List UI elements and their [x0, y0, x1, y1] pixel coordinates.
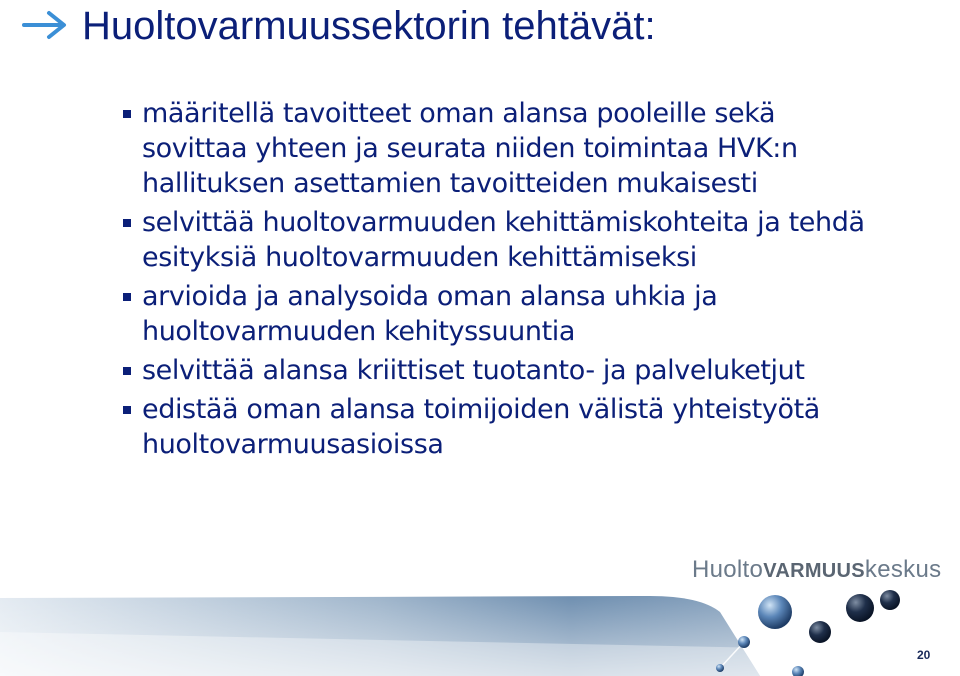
- bullet-line: selvittää huoltovarmuuden kehittämiskohteita ja tehdä: [142, 207, 865, 238]
- square-bullet-icon: [123, 406, 131, 414]
- bullet-line: edistää oman alansa toimijoiden välistä yhteistyötä: [142, 394, 820, 425]
- bullet-line: huoltovarmuuden kehityssuuntia: [142, 316, 576, 347]
- square-bullet-icon: [123, 367, 131, 375]
- bullet-item: [118, 205, 938, 275]
- bullet-line: hallituksen asettamien tavoitteiden mukaisesti: [142, 168, 758, 199]
- bullet-item: [118, 96, 938, 201]
- bullet-list: [118, 96, 938, 466]
- page-number: 20: [917, 648, 931, 662]
- bullet-line: esityksiä huoltovarmuuden kehittämiseksi: [142, 242, 697, 273]
- bullet-item: [118, 392, 938, 462]
- square-bullet-icon: [123, 293, 131, 301]
- molecule-logo-icon: [680, 582, 940, 676]
- bullet-line: huoltovarmuusasioissa: [142, 429, 444, 460]
- right-arrow-icon: [22, 10, 70, 40]
- slide-title: Huoltovarmuussektorin tehtävät:: [82, 4, 656, 48]
- bullet-line: selvittää alansa kriittiset tuotanto- ja palveluketjut: [142, 355, 805, 386]
- logo-part-keskus: keskus: [864, 556, 942, 583]
- bullet-item: [118, 279, 938, 349]
- square-bullet-icon: [123, 219, 131, 227]
- bullet-line: määritellä tavoitteet oman alansa pooleille sekä: [142, 98, 776, 129]
- square-bullet-icon: [123, 110, 131, 118]
- bullet-item: [118, 353, 938, 388]
- bullet-line: sovittaa yhteen ja seurata niiden toimintaa HVK:n: [142, 133, 798, 164]
- logo-part-varmuus: VARMUUS: [763, 560, 865, 582]
- logo-part-huolto: Huolto: [692, 556, 764, 583]
- bullet-line: arvioida ja analysoida oman alansa uhkia ja: [142, 281, 718, 312]
